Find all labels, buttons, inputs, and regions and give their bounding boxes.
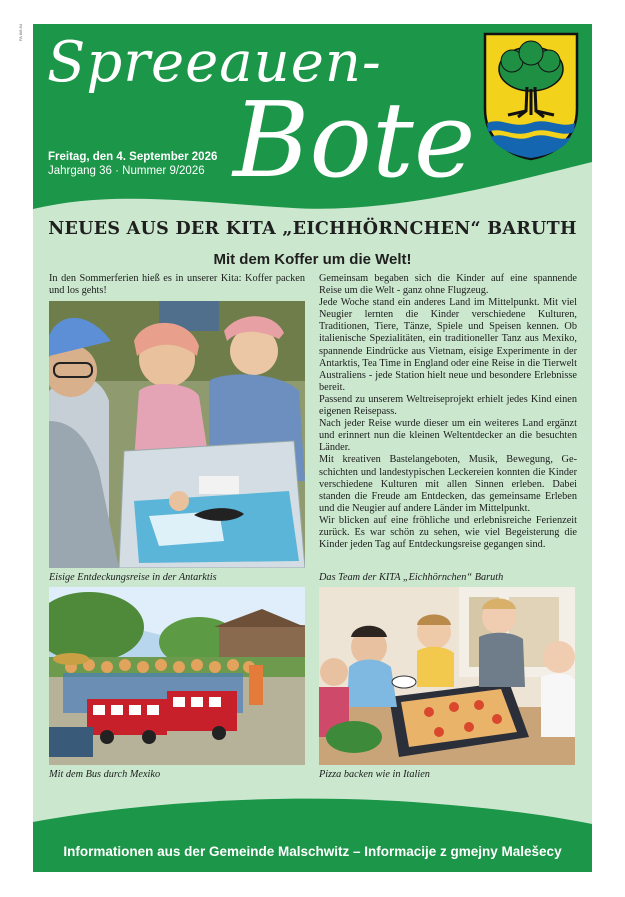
caption-italy: Pizza backen wie in Italien	[319, 769, 430, 780]
print-marker: PA 8/8 84	[18, 24, 23, 42]
photo-italy	[319, 587, 575, 765]
article-paragraph: Nach jeder Reise wurde dieser um ein weiteres Land ergänzt und erinnert nun die kleinen Weltentdecker an die besuchten Länder.	[319, 418, 577, 454]
article-headline: NEUES AUS DER KITA „EICHHÖRNCHEN“ BARUTH	[48, 219, 577, 239]
article-paragraph: Passend zu unserem Weltreiseprojekt erhielt jedes Kind einen eigenen Reisepass.	[319, 393, 577, 418]
caption-mexico: Mit dem Bus durch Mexiko	[49, 769, 161, 780]
article-paragraph: Mit kreativen Bastelangeboten, Musik, Bewegung, Geschichten und landestypischen Leckereien konnten die Kinder verschiedene Kulturen mit allen Sinnen erleben. Dabei standen die Freude am Entdecken, das gemeinsame Erleben und die Neugier auf andere Länder im Mittelpunkt.	[319, 454, 577, 514]
photo-mexico	[49, 587, 305, 765]
article-intro: In den Sommerferien hieß es in unserer Kita: Koffer packen und los gehts!	[49, 273, 305, 297]
article-paragraph: Gemeinsam begaben sich die Kinder auf eine spannende Reise um die Welt - ganz ohne Flugzeug.	[319, 273, 577, 297]
caption-antarctica: Eisige Entdeckungsreise in der Antarktis	[49, 572, 217, 583]
article-paragraph: Wir blicken auf eine fröhliche und erlebnisreiche Ferienzeit zurück. Es war schön zu sehen, wie viel Begeisterung die Kinder jeden Tag auf Entdeckungsreise gegangen sind.	[319, 514, 577, 551]
dateline	[48, 150, 217, 178]
photo-antarctica	[49, 301, 305, 568]
masthead-title-line1: Spreeauen-	[47, 30, 382, 95]
issue-number: Jahrgang 36 · Nummer 9/2026	[48, 165, 205, 177]
article-body	[319, 273, 577, 551]
issue-date: Freitag, den 4. September 2026	[48, 151, 218, 163]
footer-text: Informationen aus der Gemeinde Malschwitz – Informacije z gmejny Malešecy	[63, 844, 562, 859]
masthead-title-line2: Bote	[233, 79, 476, 201]
article-signature: Das Team der KITA „Eichhörnchen“ Baruth	[319, 572, 504, 583]
article-paragraph: Jede Woche stand ein anderes Land im Mittelpunkt. Mit viel Neugier lernten die Kinder verschiedene Kulturen, Traditionen, Tiere, Tänze, Spiele und Speisen kennen. Ob italienische Spezialitäten, ein traditioneller Tanz aus Mexiko, spannende Eindrücke aus Vietnam, eisige Experimente in der Antarktis, Tea Time in England oder eine Reise in die Tierwelt Australiens - jede Station hielt neue und besondere Erlebnisse bereit.	[319, 297, 577, 393]
footer-band	[33, 792, 592, 872]
municipality-crest-icon	[482, 31, 580, 161]
masthead	[33, 24, 592, 234]
article-subheadline: Mit dem Koffer um die Welt!	[213, 251, 412, 268]
newspaper-page	[33, 24, 592, 872]
